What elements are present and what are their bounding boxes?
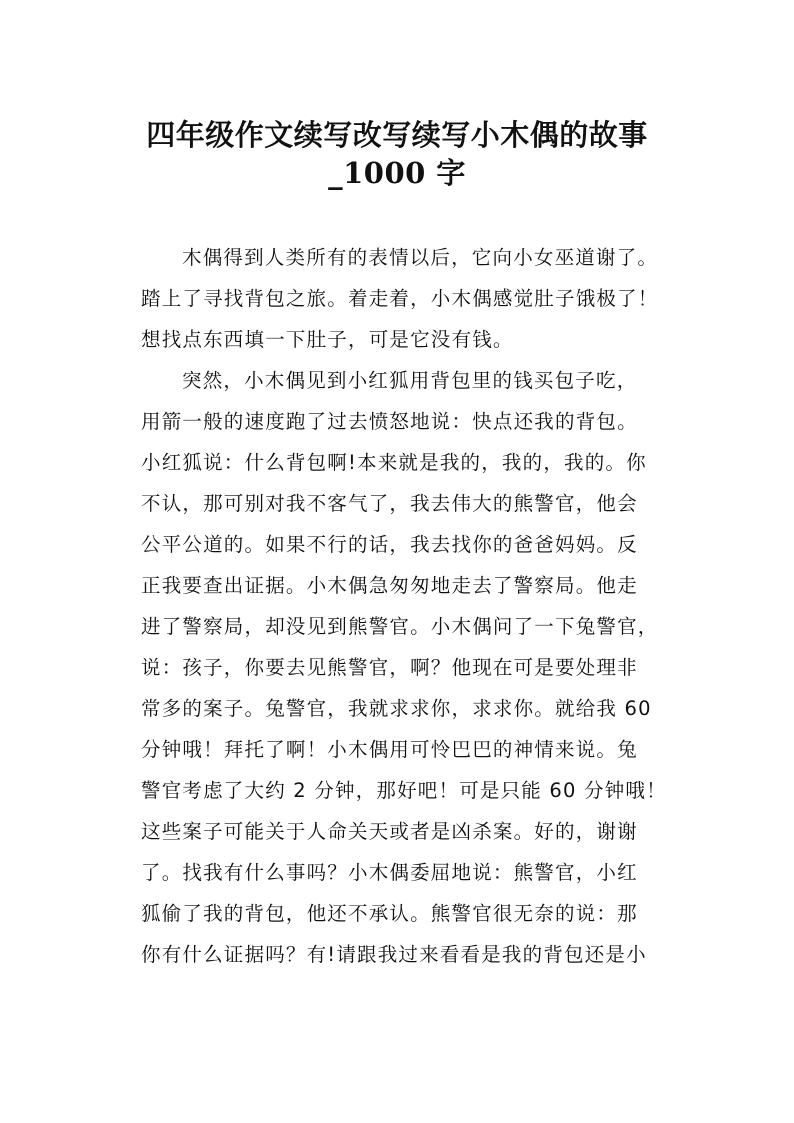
paragraph-line: 进了警察局，却没见到熊警官。小木偶问了一下兔警官， <box>141 615 659 638</box>
paragraph-2 <box>141 360 681 975</box>
paragraph-line: 木偶得到人类所有的表情以后，它向小女巫道谢了。 <box>182 246 659 269</box>
paragraph-line: 踏上了寻找背包之旅。着走着，小木偶感觉肚子饿极了！ <box>141 287 659 310</box>
document-title-line-2: _1000 字 <box>328 156 466 190</box>
paragraph-line: 突然，小木偶见到小红狐用背包里的钱买包子吃， <box>182 369 638 392</box>
paragraph-line: 了。找我有什么事吗？小木偶委屈地说：熊警官，小红 <box>141 861 638 884</box>
paragraph-line: 公平公道的。如果不行的话，我去找你的爸爸妈妈。反 <box>141 533 638 556</box>
paragraph-line: 这些案子可能关于人命关天或者是凶杀案。好的，谢谢 <box>141 820 638 843</box>
paragraph-line: 你有什么证据吗？有!请跟我过来看看是我的背包还是小 <box>141 943 647 966</box>
paragraph-line: 常多的案子。兔警官，我就求求你，求求你。就给我 60 <box>141 697 652 720</box>
paragraph-line: 狐偷了我的背包，他还不承认。熊警官很无奈的说：那 <box>141 902 638 925</box>
paragraph-line: 小红狐说：什么背包啊!本来就是我的，我的，我的。你 <box>141 451 647 474</box>
paragraph-line: 警官考虑了大约 2 分钟，那好吧！可是只能 60 分钟哦！ <box>141 779 667 802</box>
paragraph-1 <box>141 237 681 360</box>
body-text <box>141 237 681 975</box>
paragraph-line: 分钟哦！拜托了啊！小木偶用可怜巴巴的神情来说。兔 <box>141 738 638 761</box>
paragraph-line: 说：孩子，你要去见熊警官，啊？他现在可是要处理非 <box>141 656 638 679</box>
paragraph-line: 不认，那可别对我不客气了，我去伟大的熊警官，他会 <box>141 492 638 515</box>
paragraph-line: 想找点东西填一下肚子，可是它没有钱。 <box>141 328 514 351</box>
paragraph-line: 正我要查出证据。小木偶急匆匆地走去了警察局。他走 <box>141 574 638 597</box>
paragraph-line: 用箭一般的速度跑了过去愤怒地说：快点还我的背包。 <box>141 410 638 433</box>
document-title-line-1: 四年级作文续写改写续写小木偶的故事 <box>146 118 648 152</box>
